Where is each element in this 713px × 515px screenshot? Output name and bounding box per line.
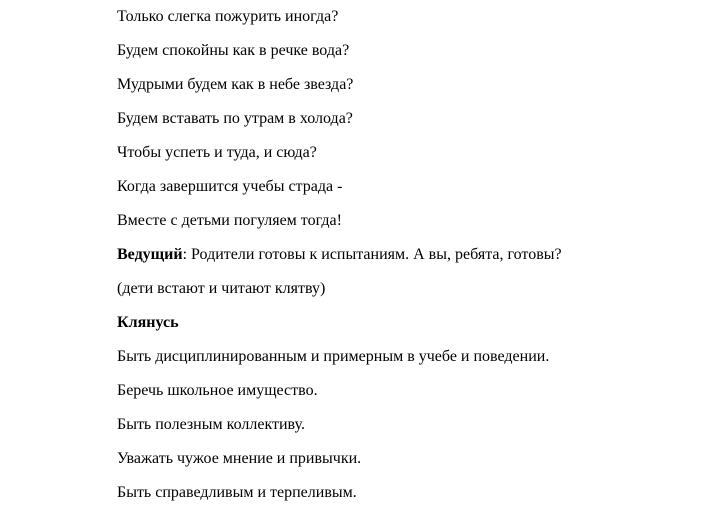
poem-line: Чтобы успеть и туда, и сюда? [117,144,317,161]
oath-line: Уважать чужое мнение и привычки. [117,450,362,467]
oath-heading: Клянусь [117,314,179,331]
document-body [117,5,707,515]
poem-line: Мудрыми будем как в небе звезда? [117,76,354,93]
oath-line: Быть полезным коллективу. [117,416,305,433]
speaker-text: : Родители готовы к испытаниям. А вы, ребята, готовы? [182,246,562,263]
oath-line: Быть справедливым и терпеливым. [117,484,357,501]
poem-line: Будем вставать по утрам в холода? [117,110,353,127]
stage-direction: (дети встают и читают клятву) [117,280,326,297]
poem-line: Вместе с детьми погуляем тогда! [117,212,342,229]
oath-line: Быть дисциплинированным и примерным в учебе и поведении. [117,348,550,365]
speaker-name: Ведущий [117,246,183,263]
speaker-line [117,243,707,277]
oath-line: Беречь школьное имущество. [117,382,318,399]
poem-line: Будем спокойны как в речке вода? [117,42,350,59]
poem-line: Только слегка пожурить иногда? [117,8,339,25]
poem-line: Когда завершится учебы страда - [117,178,343,195]
